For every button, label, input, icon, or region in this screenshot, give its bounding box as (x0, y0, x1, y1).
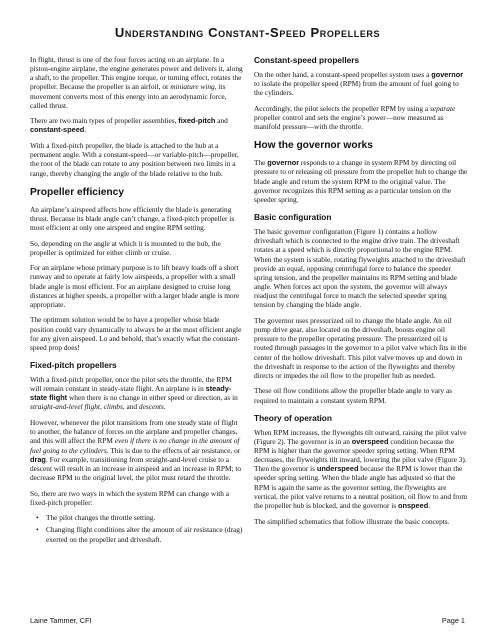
page-number: Page 1 (441, 616, 465, 625)
list-item (30, 525, 244, 543)
text: With a fixed-pitch propeller, once the pilot sets the throttle, the RPM will remain constant in steady-state flight. An airplane is in (30, 375, 232, 394)
text: and (124, 402, 139, 412)
paragraph (30, 418, 244, 482)
text: when there is no change in either speed or direction, as in (67, 393, 238, 403)
footer-author: Laine Tammer, CFI (30, 616, 92, 625)
text: . (428, 500, 431, 510)
paragraph: For an airplane whose primary purpose is to lift heavy loads off a short runway and to operate at fairly low airspeeds, a propeller with a small blade angle is most efficient. For an airplane designed to cruise long distances at higher speeds, a propeller with a larger blade angle is more appropriate. (30, 263, 240, 309)
paragraph: These oil flow conditions allow the propeller blade angle to vary as required to maintain a constant system RPM. (254, 386, 453, 405)
left-column (30, 55, 244, 550)
text: to isolate the propeller speed (RPM) from the amount of fuel going to the cylinders. (254, 79, 459, 98)
section-heading-propeller-efficiency: Propeller efficiency (30, 186, 124, 198)
emphasis: miniature wing (170, 82, 215, 92)
page-title: Understanding Constant-Speed Propellers (114, 25, 381, 40)
paragraph: The basic governor configuration (Figure 1) contains a hollow driveshaft which is connected to the engine drive train. The driveshaft rotates at a speed which is directly proportional to the engine RPM. When the system is stable, rotating flyweights attached to the driveshaft provide an equal, opposing centrifugal force to balance the speeder spring tension, and the propeller maintains its RPM setting and blade angle. When forces act upon the system, the governor will always readjust the centrifugal force to match the selected speeder spring tension by changing the blade angle. (254, 227, 466, 310)
text: propeller control and sets the engine’s power—now measured as manifold pressure—with the throttle. (254, 113, 444, 132)
term: steady-state flight (30, 384, 232, 403)
term: overspeed (351, 436, 389, 446)
emphasis: descents. (138, 402, 166, 412)
text: However, whenever the pilot transitions from one steady state of flight to another, the balance of forces on the airplane and propeller changes, and this will affect the RPM (30, 418, 238, 446)
emphasis: even if there is no change in the amount of fuel going to the cylinders (30, 436, 240, 455)
text: There are two main types of propeller assemblies, (30, 116, 179, 126)
bullet-icon: • (36, 513, 39, 523)
text: and (215, 116, 228, 126)
text: condition because the RPM is higher than the governor speeder spring setting. When RPM decreases, the flyweights tilt inward, lowering the pilot valve (Figure 3). Then the governor is (254, 436, 467, 474)
paragraph: So, there are two ways in which the system RPM can change with a fixed-pitch propeller: (30, 488, 230, 507)
term: constant-speed (30, 125, 85, 135)
paragraph: The optimum solution would be to have a propeller whose blade position could vary dynamically to always be at the most efficient angle for any given airspeed. Lo and behold, that’s exactly what the constant-speed prop does! (30, 315, 242, 352)
paragraph: The governor uses pressurized oil to change the blade angle. An oil pump drive gear, also located on the driveshaft, boosts engine oil pressure to the propeller operating pressure. The pressurized oil is routed through passages in the governor to a pilot valve which fits in the center of the hollow driveshaft. This pilot valve moves up and down in the driveshaft in response to the action of the flyweights and thereby directs or impedes the oil flow to the propeller hub as needed. (254, 315, 467, 380)
paragraph: An airplane’s airspeed affects how efficiently the blade is generating thrust. Because its blade angle can’t change, a fixed-pitch propeller is most efficient at only one airspeed and engine RPM setting. (30, 204, 235, 232)
subsection-heading-theory: Theory of operation (254, 412, 332, 423)
text: . This is due to the effects of air resistance, or (106, 445, 241, 455)
right-column (254, 55, 468, 532)
text: Changing flight conditions alter the amount of air resistance (drag) exerted on the propeller and driveshaft. (46, 525, 243, 544)
text: . For example, transitioning from straight-and-level cruise to a descent will result in an increase in airspeed and an increase in RPM; to decrease RPM to the original level, the pilot must retard the throttle. (30, 454, 242, 482)
emphasis: straight-and-level flight, climbs, (30, 402, 125, 412)
text: When RPM increases, the flyweights tilt outward, raising the pilot valve (Figure 2). The governor is in an (254, 427, 467, 446)
term: drag (30, 454, 46, 464)
subsection-heading-basic-configuration: Basic configuration (254, 212, 332, 223)
text: responds to a change in system RPM by directing oil pressure to or releasing oil pressure from the propeller hub to change the blade angle and return the system RPM to the original value. The governor recognizes this RPM setting as a particular tension on the speeder spring. (254, 158, 468, 204)
paragraph: So, depending on the angle at which it is mounted to the hub, the propeller is optimized for either climb or cruise. (30, 238, 221, 257)
bullet-icon: • (36, 525, 39, 535)
text: because the RPM is lower than the speeder spring setting. When the blade angle has adjusted so that the RPM is again the same as the governor setting, the flyweights are vertical, the pilot valve returns to a neutral position, oil flow to and from the propeller hub is blocked, and the governor is (254, 464, 468, 510)
bullet-list (30, 513, 244, 543)
paragraph (254, 158, 468, 204)
text: . (84, 125, 87, 135)
text: In flight, thrust is one of the four forces acting on an airplane. In a piston-engine airplane, the engine generates power and delivers it, along a shaft, to the propeller. This engine torque, or turning effect, rotates the propeller. Because the propeller is an airfoil, or (30, 55, 243, 92)
term: underspeed (316, 464, 359, 474)
paragraph: With a fixed-pitch propeller, the blade is attached to the hub at a permanent angle. With a constant-speed—or variable-pitch—propeller, the root of the blade can rotate to any position between two limits in a range, thereby changing the angle of the blade relative to the hub. (30, 141, 239, 178)
term: fixed-pitch (178, 116, 216, 126)
paragraph (30, 116, 244, 134)
subsection-heading-fixed-pitch: Fixed-pitch propellers (30, 360, 117, 371)
term: governor (267, 158, 300, 168)
paragraph: The simplified schematics that follow illustrate the basic concepts. (254, 516, 450, 526)
paragraph (30, 375, 244, 412)
list-item (30, 513, 244, 522)
text: On the other hand, a constant-speed propeller system uses a (254, 70, 432, 79)
term: governor (431, 70, 464, 79)
text: , its movement converts most of this energy into an aerodynamic force, called thrust. (30, 82, 227, 110)
paragraph (254, 428, 468, 510)
text: Accordingly, the pilot selects the propeller RPM by using a (254, 103, 430, 113)
text: The (254, 158, 268, 168)
emphasis: separate (429, 103, 456, 113)
text: The pilot changes the throttle setting. (46, 513, 156, 523)
paragraph (254, 70, 468, 97)
section-heading-governor: How the governor works (254, 140, 373, 152)
paragraph (30, 55, 244, 110)
paragraph (254, 104, 468, 131)
subsection-heading-constant-speed: Constant-speed propellers (254, 55, 360, 65)
term: onspeed (397, 500, 429, 510)
